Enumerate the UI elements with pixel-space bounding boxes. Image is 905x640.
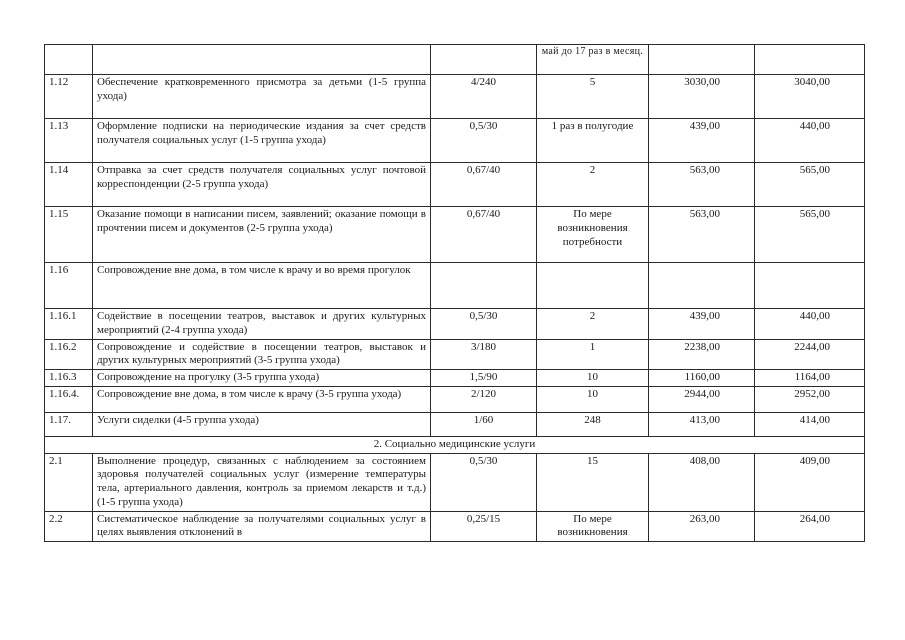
price-current-cell: 439,00 bbox=[649, 119, 755, 163]
price-current-cell: 2944,00 bbox=[649, 386, 755, 412]
price-current-cell bbox=[649, 263, 755, 309]
frequency-cell: По мере возникновения потребности bbox=[537, 207, 649, 263]
time-norm-cell bbox=[431, 263, 537, 309]
service-name-cell: Выполнение процедур, связанных с наблюдением за состоянием здоровья получателей социальных услуг (измерение температуры тела, артериального давления, контроль за приемом лекарств и т.д.) (1-5 группа ухода) bbox=[93, 453, 431, 511]
section-title: 2. Социально медицинские услуги bbox=[45, 436, 865, 453]
price-current-cell: 263,00 bbox=[649, 511, 755, 542]
time-norm-cell: 0,67/40 bbox=[431, 163, 537, 207]
time-norm-cell: 4/240 bbox=[431, 75, 537, 119]
frequency-cell: май до 17 раз в месяц. bbox=[537, 45, 649, 75]
row-number-cell: 2.1 bbox=[45, 453, 93, 511]
table-row bbox=[45, 370, 865, 387]
row-number-cell: 1.15 bbox=[45, 207, 93, 263]
service-name-cell: Обеспечение кратковременного присмотра за детьми (1-5 группа ухода) bbox=[93, 75, 431, 119]
price-next-cell: 264,00 bbox=[755, 511, 865, 542]
frequency-cell: 15 bbox=[537, 453, 649, 511]
row-number-cell: 1.16.3 bbox=[45, 370, 93, 387]
frequency-cell: 248 bbox=[537, 412, 649, 436]
price-next-cell: 409,00 bbox=[755, 453, 865, 511]
row-number-cell: 1.16.1 bbox=[45, 309, 93, 340]
frequency-cell: 2 bbox=[537, 163, 649, 207]
table-body bbox=[45, 45, 865, 542]
table-row bbox=[45, 453, 865, 511]
frequency-cell: 10 bbox=[537, 386, 649, 412]
table-row bbox=[45, 309, 865, 340]
price-next-cell: 3040,00 bbox=[755, 75, 865, 119]
price-current-cell: 439,00 bbox=[649, 309, 755, 340]
price-current-cell: 413,00 bbox=[649, 412, 755, 436]
price-next-cell: 1164,00 bbox=[755, 370, 865, 387]
service-name-cell: Сопровождение на прогулку (3-5 группа ухода) bbox=[93, 370, 431, 387]
table-row bbox=[45, 263, 865, 309]
price-current-cell: 563,00 bbox=[649, 207, 755, 263]
frequency-cell bbox=[537, 263, 649, 309]
time-norm-cell bbox=[431, 45, 537, 75]
price-current-cell bbox=[649, 45, 755, 75]
table-row bbox=[45, 386, 865, 412]
row-number-cell: 1.16.2 bbox=[45, 339, 93, 370]
service-name-cell: Сопровождение вне дома, в том числе к врачу (3-5 группа ухода) bbox=[93, 386, 431, 412]
time-norm-cell: 1,5/90 bbox=[431, 370, 537, 387]
price-next-cell bbox=[755, 45, 865, 75]
service-name-cell: Содействие в посещении театров, выставок и других культурных мероприятий (2-4 группа ухода) bbox=[93, 309, 431, 340]
service-name-cell: Оказание помощи в написании писем, заявлений; оказание помощи в прочтении писем и документов (2-5 группа ухода) bbox=[93, 207, 431, 263]
row-number-cell: 1.12 bbox=[45, 75, 93, 119]
price-current-cell: 408,00 bbox=[649, 453, 755, 511]
service-name-cell: Отправка за счет средств получателя социальных услуг почтовой корреспонденции (2-5 группа ухода) bbox=[93, 163, 431, 207]
price-current-cell: 563,00 bbox=[649, 163, 755, 207]
row-number-cell: 1.16.4. bbox=[45, 386, 93, 412]
price-next-cell: 565,00 bbox=[755, 207, 865, 263]
price-next-cell: 440,00 bbox=[755, 309, 865, 340]
frequency-cell: 5 bbox=[537, 75, 649, 119]
row-number-cell: 1.13 bbox=[45, 119, 93, 163]
time-norm-cell: 0,5/30 bbox=[431, 119, 537, 163]
row-number-cell bbox=[45, 45, 93, 75]
time-norm-cell: 2/120 bbox=[431, 386, 537, 412]
time-norm-cell: 0,67/40 bbox=[431, 207, 537, 263]
table-row bbox=[45, 75, 865, 119]
price-next-cell: 440,00 bbox=[755, 119, 865, 163]
service-name-cell: Систематическое наблюдение за получателями социальных услуг в целях выявления отклонений в bbox=[93, 511, 431, 542]
section-header-row bbox=[45, 436, 865, 453]
frequency-cell: 2 bbox=[537, 309, 649, 340]
row-number-cell: 2.2 bbox=[45, 511, 93, 542]
time-norm-cell: 0,5/30 bbox=[431, 309, 537, 340]
price-next-cell bbox=[755, 263, 865, 309]
time-norm-cell: 3/180 bbox=[431, 339, 537, 370]
table-row bbox=[45, 45, 865, 75]
frequency-cell: 10 bbox=[537, 370, 649, 387]
row-number-cell: 1.14 bbox=[45, 163, 93, 207]
services-table bbox=[44, 44, 865, 542]
price-current-cell: 1160,00 bbox=[649, 370, 755, 387]
table-row bbox=[45, 207, 865, 263]
service-name-cell: Услуги сиделки (4-5 группа ухода) bbox=[93, 412, 431, 436]
frequency-cell: 1 bbox=[537, 339, 649, 370]
table-row bbox=[45, 119, 865, 163]
time-norm-cell: 0,5/30 bbox=[431, 453, 537, 511]
table-row bbox=[45, 339, 865, 370]
price-next-cell: 414,00 bbox=[755, 412, 865, 436]
price-next-cell: 565,00 bbox=[755, 163, 865, 207]
price-current-cell: 2238,00 bbox=[649, 339, 755, 370]
frequency-cell: По мере возникновения bbox=[537, 511, 649, 542]
price-current-cell: 3030,00 bbox=[649, 75, 755, 119]
service-name-cell: Оформление подписки на периодические издания за счет средств получателя социальных услуг (1-5 группа ухода) bbox=[93, 119, 431, 163]
row-number-cell: 1.17. bbox=[45, 412, 93, 436]
service-name-cell: Сопровождение и содействие в посещении театров, выставок и других культурных мероприятий (3-5 группа ухода) bbox=[93, 339, 431, 370]
service-name-cell bbox=[93, 45, 431, 75]
time-norm-cell: 1/60 bbox=[431, 412, 537, 436]
service-name-cell: Сопровождение вне дома, в том числе к врачу и во время прогулок bbox=[93, 263, 431, 309]
table-row bbox=[45, 511, 865, 542]
price-next-cell: 2952,00 bbox=[755, 386, 865, 412]
table-row bbox=[45, 412, 865, 436]
frequency-cell: 1 раз в полугодие bbox=[537, 119, 649, 163]
table-row bbox=[45, 163, 865, 207]
price-next-cell: 2244,00 bbox=[755, 339, 865, 370]
time-norm-cell: 0,25/15 bbox=[431, 511, 537, 542]
row-number-cell: 1.16 bbox=[45, 263, 93, 309]
